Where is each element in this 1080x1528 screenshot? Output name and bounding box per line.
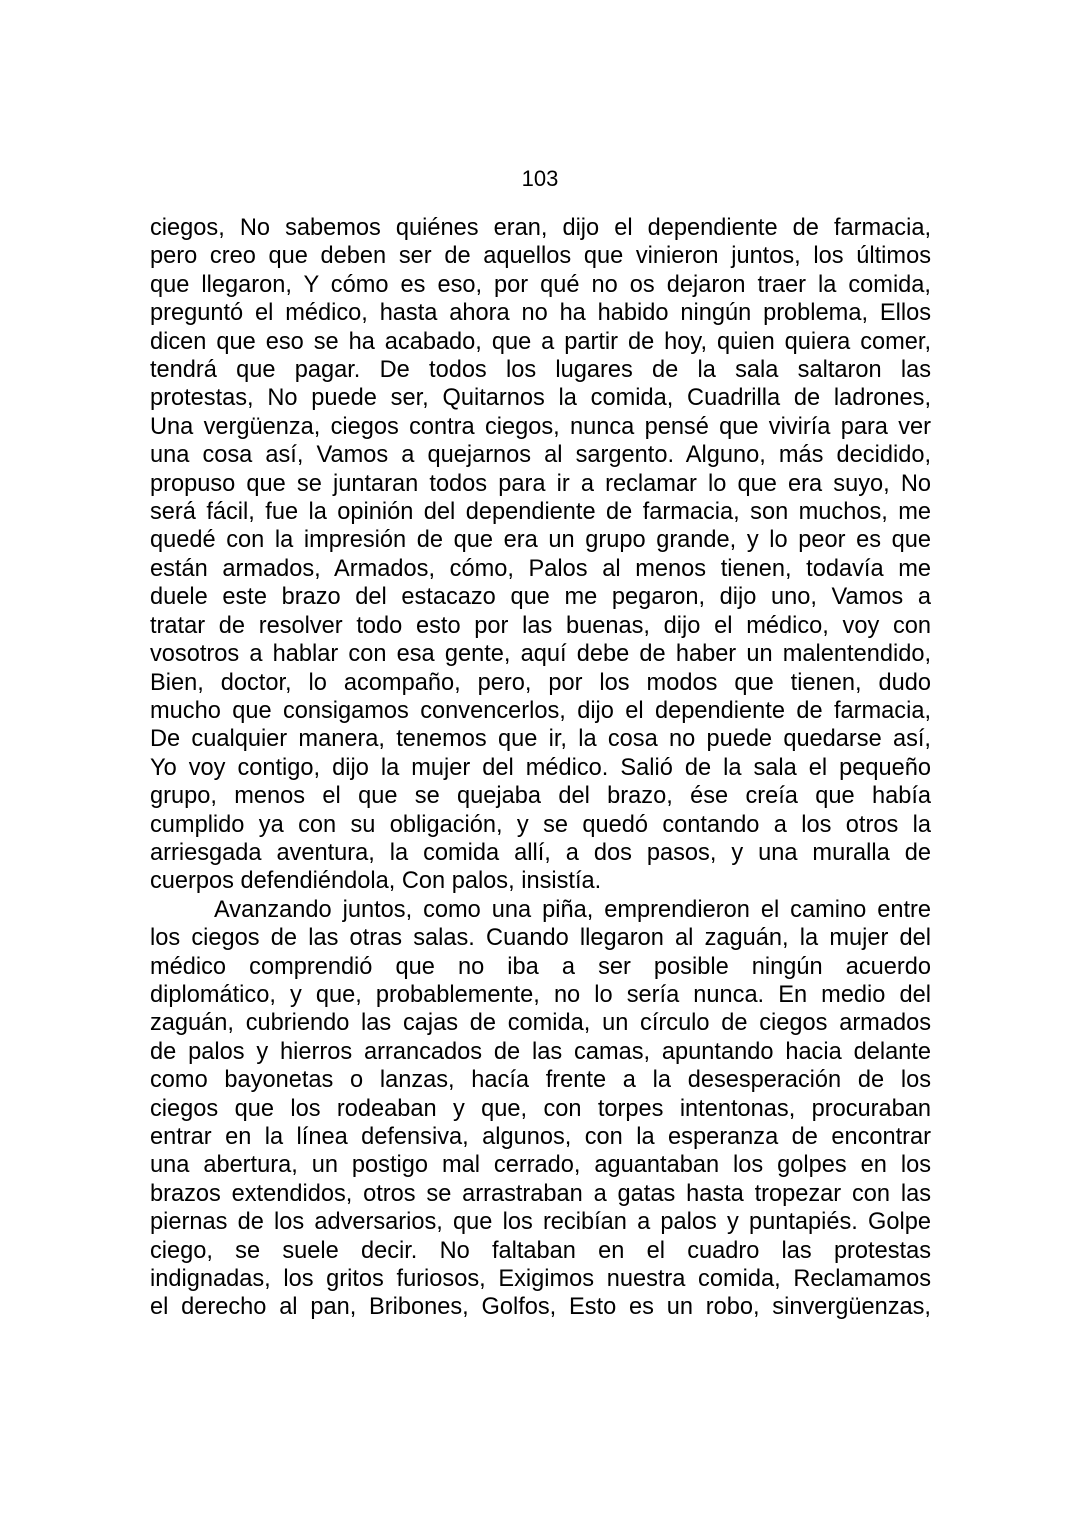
text-line: duele este brazo del estacazo que me pegaron, dijo uno, Vamos a [150, 584, 931, 611]
text-line: una abertura, un postigo mal cerrado, aguantaban los golpes en los [150, 1152, 931, 1179]
text-line: Bien, doctor, lo acompaño, pero, por los modos que tienen, dudo [150, 669, 931, 696]
text-line: zaguán, cubriendo las cajas de comida, un círculo de ciegos armados [150, 1010, 931, 1037]
text-line: los ciegos de las otras salas. Cuando llegaron al zaguán, la mujer del [150, 925, 931, 952]
text-line: Una vergüenza, ciegos contra ciegos, nunca pensé que viviría para ver [150, 413, 931, 440]
text-line: preguntó el médico, hasta ahora no ha habido ningún problema, Ellos [150, 300, 931, 327]
text-line: pero creo que deben ser de aquellos que vinieron juntos, los últimos [150, 243, 931, 270]
text-line: dicen que eso se ha acabado, que a partir de hoy, quien quiera comer, [150, 328, 931, 355]
text-line: piernas de los adversarios, que los recibían a palos y puntapiés. Golpe [150, 1209, 931, 1236]
text-line: Avanzando juntos, como una piña, emprendieron el camino entre [214, 896, 931, 923]
text-line: quedé con la impresión de que era un grupo grande, y lo peor es que [150, 527, 931, 554]
text-line: están armados, Armados, cómo, Palos al menos tienen, todavía me [150, 555, 931, 582]
text-line: ciegos que los rodeaban y que, con torpes intentonas, procuraban [150, 1095, 931, 1122]
text-line: mucho que consigamos convencerlos, dijo el dependiente de farmacia, [150, 697, 931, 724]
text-line: será fácil, fue la opinión del dependiente de farmacia, son muchos, me [150, 499, 931, 526]
text-line: tratar de resolver todo esto por las buenas, dijo el médico, voy con [150, 612, 931, 639]
text-line: vosotros a hablar con esa gente, aquí debe de haber un malentendido, [150, 641, 931, 668]
text-line: cuerpos defendiéndola, Con palos, insistía. [150, 868, 602, 895]
text-line: ciego, se suele decir. No faltaban en el cuadro las protestas [150, 1237, 931, 1264]
text-line: una cosa así, Vamos a quejarnos al sargento. Alguno, más decidido, [150, 442, 931, 469]
text-line: grupo, menos el que se quejaba del brazo, ése creía que había [150, 783, 931, 810]
text-line: De cualquier manera, tenemos que ir, la cosa no puede quedarse así, [150, 726, 931, 753]
text-line: indignadas, los gritos furiosos, Exigimos nuestra comida, Reclamamos [150, 1266, 931, 1293]
text-line: brazos extendidos, otros se arrastraban a gatas hasta tropezar con las [150, 1180, 931, 1207]
text-line: cumplido ya con su obligación, y se quedó contando a los otros la [150, 811, 931, 838]
text-line: propuso que se juntaran todos para ir a reclamar lo que era suyo, No [150, 470, 931, 497]
text-line: arriesgada aventura, la comida allí, a dos pasos, y una muralla de [150, 839, 931, 866]
text-line: tendrá que pagar. De todos los lugares de la sala saltaron las [150, 357, 931, 384]
text-line: protestas, No puede ser, Quitarnos la comida, Cuadrilla de ladrones, [150, 385, 931, 412]
text-line: como bayonetas o lanzas, hacía frente a la desesperación de los [150, 1067, 931, 1094]
paragraph-1 [150, 214, 931, 896]
text-line: entrar en la línea defensiva, algunos, con la esperanza de encontrar [150, 1124, 931, 1150]
text-line: médico comprendió que no iba a ser posible ningún acuerdo [150, 953, 931, 980]
text-line: ciegos, No sabemos quiénes eran, dijo el dependiente de farmacia, [150, 215, 931, 241]
text-line: que llegaron, Y cómo es eso, por qué no os dejaron traer la comida, [150, 271, 931, 298]
text-line: Yo voy contigo, dijo la mujer del médico. Salió de la sala el pequeño [150, 754, 931, 781]
page-number: 103 [521, 166, 559, 191]
text-line: diplomático, y que, probablemente, no lo sería nunca. En medio del [150, 981, 931, 1008]
text-line: el derecho al pan, Bribones, Golfos, Esto es un robo, sinvergüenzas, [150, 1294, 931, 1321]
paragraph-2 [150, 896, 931, 1322]
body-text [150, 214, 931, 1322]
text-line: de palos y hierros arrancados de las camas, apuntando hacia delante [150, 1038, 931, 1065]
